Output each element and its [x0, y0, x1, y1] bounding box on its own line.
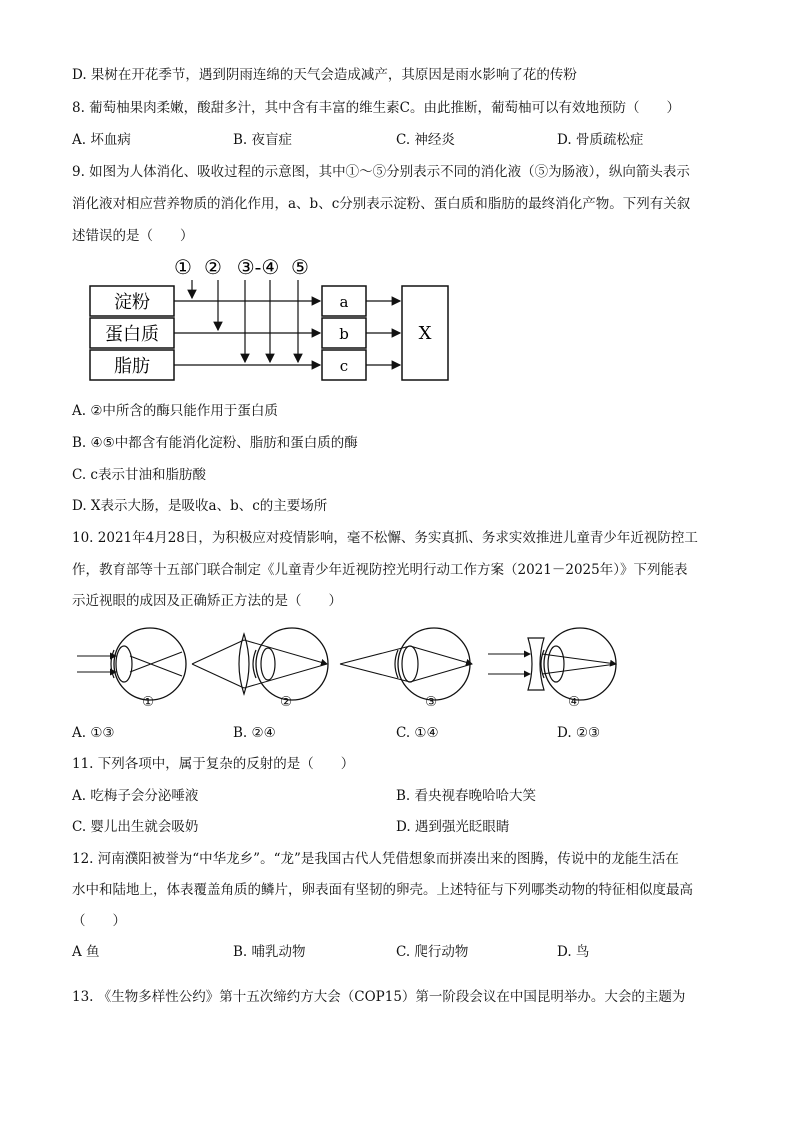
q9-option-d: D. X表示大肠，是吸收a、b、c的主要场所 [72, 498, 328, 514]
q10-figure-label-2: ② [280, 694, 293, 710]
q12-stem-line1: 12. 河南濮阳被誉为“中华龙乡”。“龙”是我国古代人凭借想象而拼凑出来的图腾，传说中的龙能生活在 [72, 851, 679, 867]
q9-stem-line2: 消化液对相应营养物质的消化作用，a、b、c分别表示淀粉、蛋白质和脂肪的最终消化产物。下列有关叙 [72, 196, 691, 212]
eye-figure-4 [488, 628, 616, 700]
q9-option-c: C. c表示甘油和脂肪酸 [72, 467, 206, 483]
q11-option-a: A. 吃梅子会分泌唾液 [72, 788, 199, 804]
q12-option-b: B. 哺乳动物 [233, 944, 306, 960]
q9-option-b: B. ④⑤中都含有能消化淀粉、脂肪和蛋白质的酶 [72, 435, 358, 451]
nutrient-starch: 淀粉 [114, 292, 150, 313]
juice-label-1: ① [174, 255, 192, 279]
q10-option-d: D. ②③ [557, 725, 601, 741]
q10-figure-label-3: ③ [425, 694, 438, 710]
q9-stem-line1: 9. 如图为人体消化、吸收过程的示意图，其中①～⑤分别表示不同的消化液（⑤为肠液），纵向箭头表示 [72, 164, 690, 180]
q13-stem: 13. 《生物多样性公约》第十五次缔约方大会（COP15）第一阶段会议在中国昆明举办。大会的主题为 [72, 989, 686, 1005]
q10-stem-line2: 作，教育部等十五部门联合制定《儿童青少年近视防控光明行动工作方案（2021－2025年）》下列能表 [72, 562, 688, 578]
q8-stem: 8. 葡萄柚果肉柔嫩，酸甜多汁，其中含有丰富的维生素C。由此推断，葡萄柚可以有效地预防（ ） [72, 100, 680, 116]
q10-stem-line1: 10. 2021年4月28日，为积极应对疫情影响，毫不松懈、务实真抓、务求实效推进儿童青少年近视防控工 [72, 530, 698, 546]
organ-x: X [418, 323, 432, 344]
q10-figure-label-1: ① [142, 694, 155, 710]
q10-figure-label-4: ④ [568, 694, 581, 710]
juice-label-3-4: ③-④ [236, 255, 280, 279]
q12-stem-line2: 水中和陆地上，体表覆盖角质的鳞片，卵表面有坚韧的卵壳。上述特征与下列哪类动物的特征相似度最高 [72, 882, 693, 898]
nutrient-fat: 脂肪 [114, 356, 150, 377]
q11-option-d: D. 遇到强光眨眼睛 [396, 819, 510, 835]
q11-option-c: C. 婴儿出生就会吸奶 [72, 819, 199, 835]
q8-option-a: A. 坏血病 [72, 132, 131, 148]
q10-option-a: A. ①③ [72, 725, 115, 741]
q8-option-c: C. 神经炎 [396, 132, 455, 148]
q7-option-d: D. 果树在开花季节，遇到阴雨连绵的天气会造成减产，其原因是雨水影响了花的传粉 [72, 67, 577, 83]
eye-diagrams [72, 618, 652, 713]
product-a: a [339, 293, 349, 311]
eye-figure-1 [77, 628, 186, 700]
product-b: b [339, 325, 349, 343]
q10-option-c: C. ①④ [396, 725, 439, 741]
q12-option-c: C. 爬行动物 [396, 944, 469, 960]
product-c: c [339, 357, 349, 375]
eye-figure-2 [192, 628, 328, 700]
q10-stem-line3: 示近视眼的成因及正确矫正方法的是（ ） [72, 593, 342, 609]
q8-option-b: B. 夜盲症 [233, 132, 293, 148]
q11-option-b: B. 看央视春晚哈哈大笑 [396, 788, 537, 804]
q12-stem-line3: （ ） [72, 913, 126, 929]
q8-option-d: D. 骨质疏松症 [557, 132, 644, 148]
eye-figure-3 [340, 628, 472, 700]
juice-label-2: ② [204, 255, 222, 279]
q12-option-a: A 鱼 [72, 944, 100, 960]
q9-stem-line3: 述错误的是（ ） [72, 228, 194, 244]
juice-label-5: ⑤ [291, 255, 309, 279]
q10-option-b: B. ②④ [233, 725, 276, 741]
q11-stem: 11. 下列各项中，属于复杂的反射的是（ ） [72, 756, 355, 772]
digestion-diagram [80, 252, 460, 387]
q12-option-d: D. 鸟 [557, 944, 590, 960]
q9-option-a: A. ②中所含的酶只能作用于蛋白质 [72, 403, 278, 419]
nutrient-protein: 蛋白质 [105, 324, 159, 345]
